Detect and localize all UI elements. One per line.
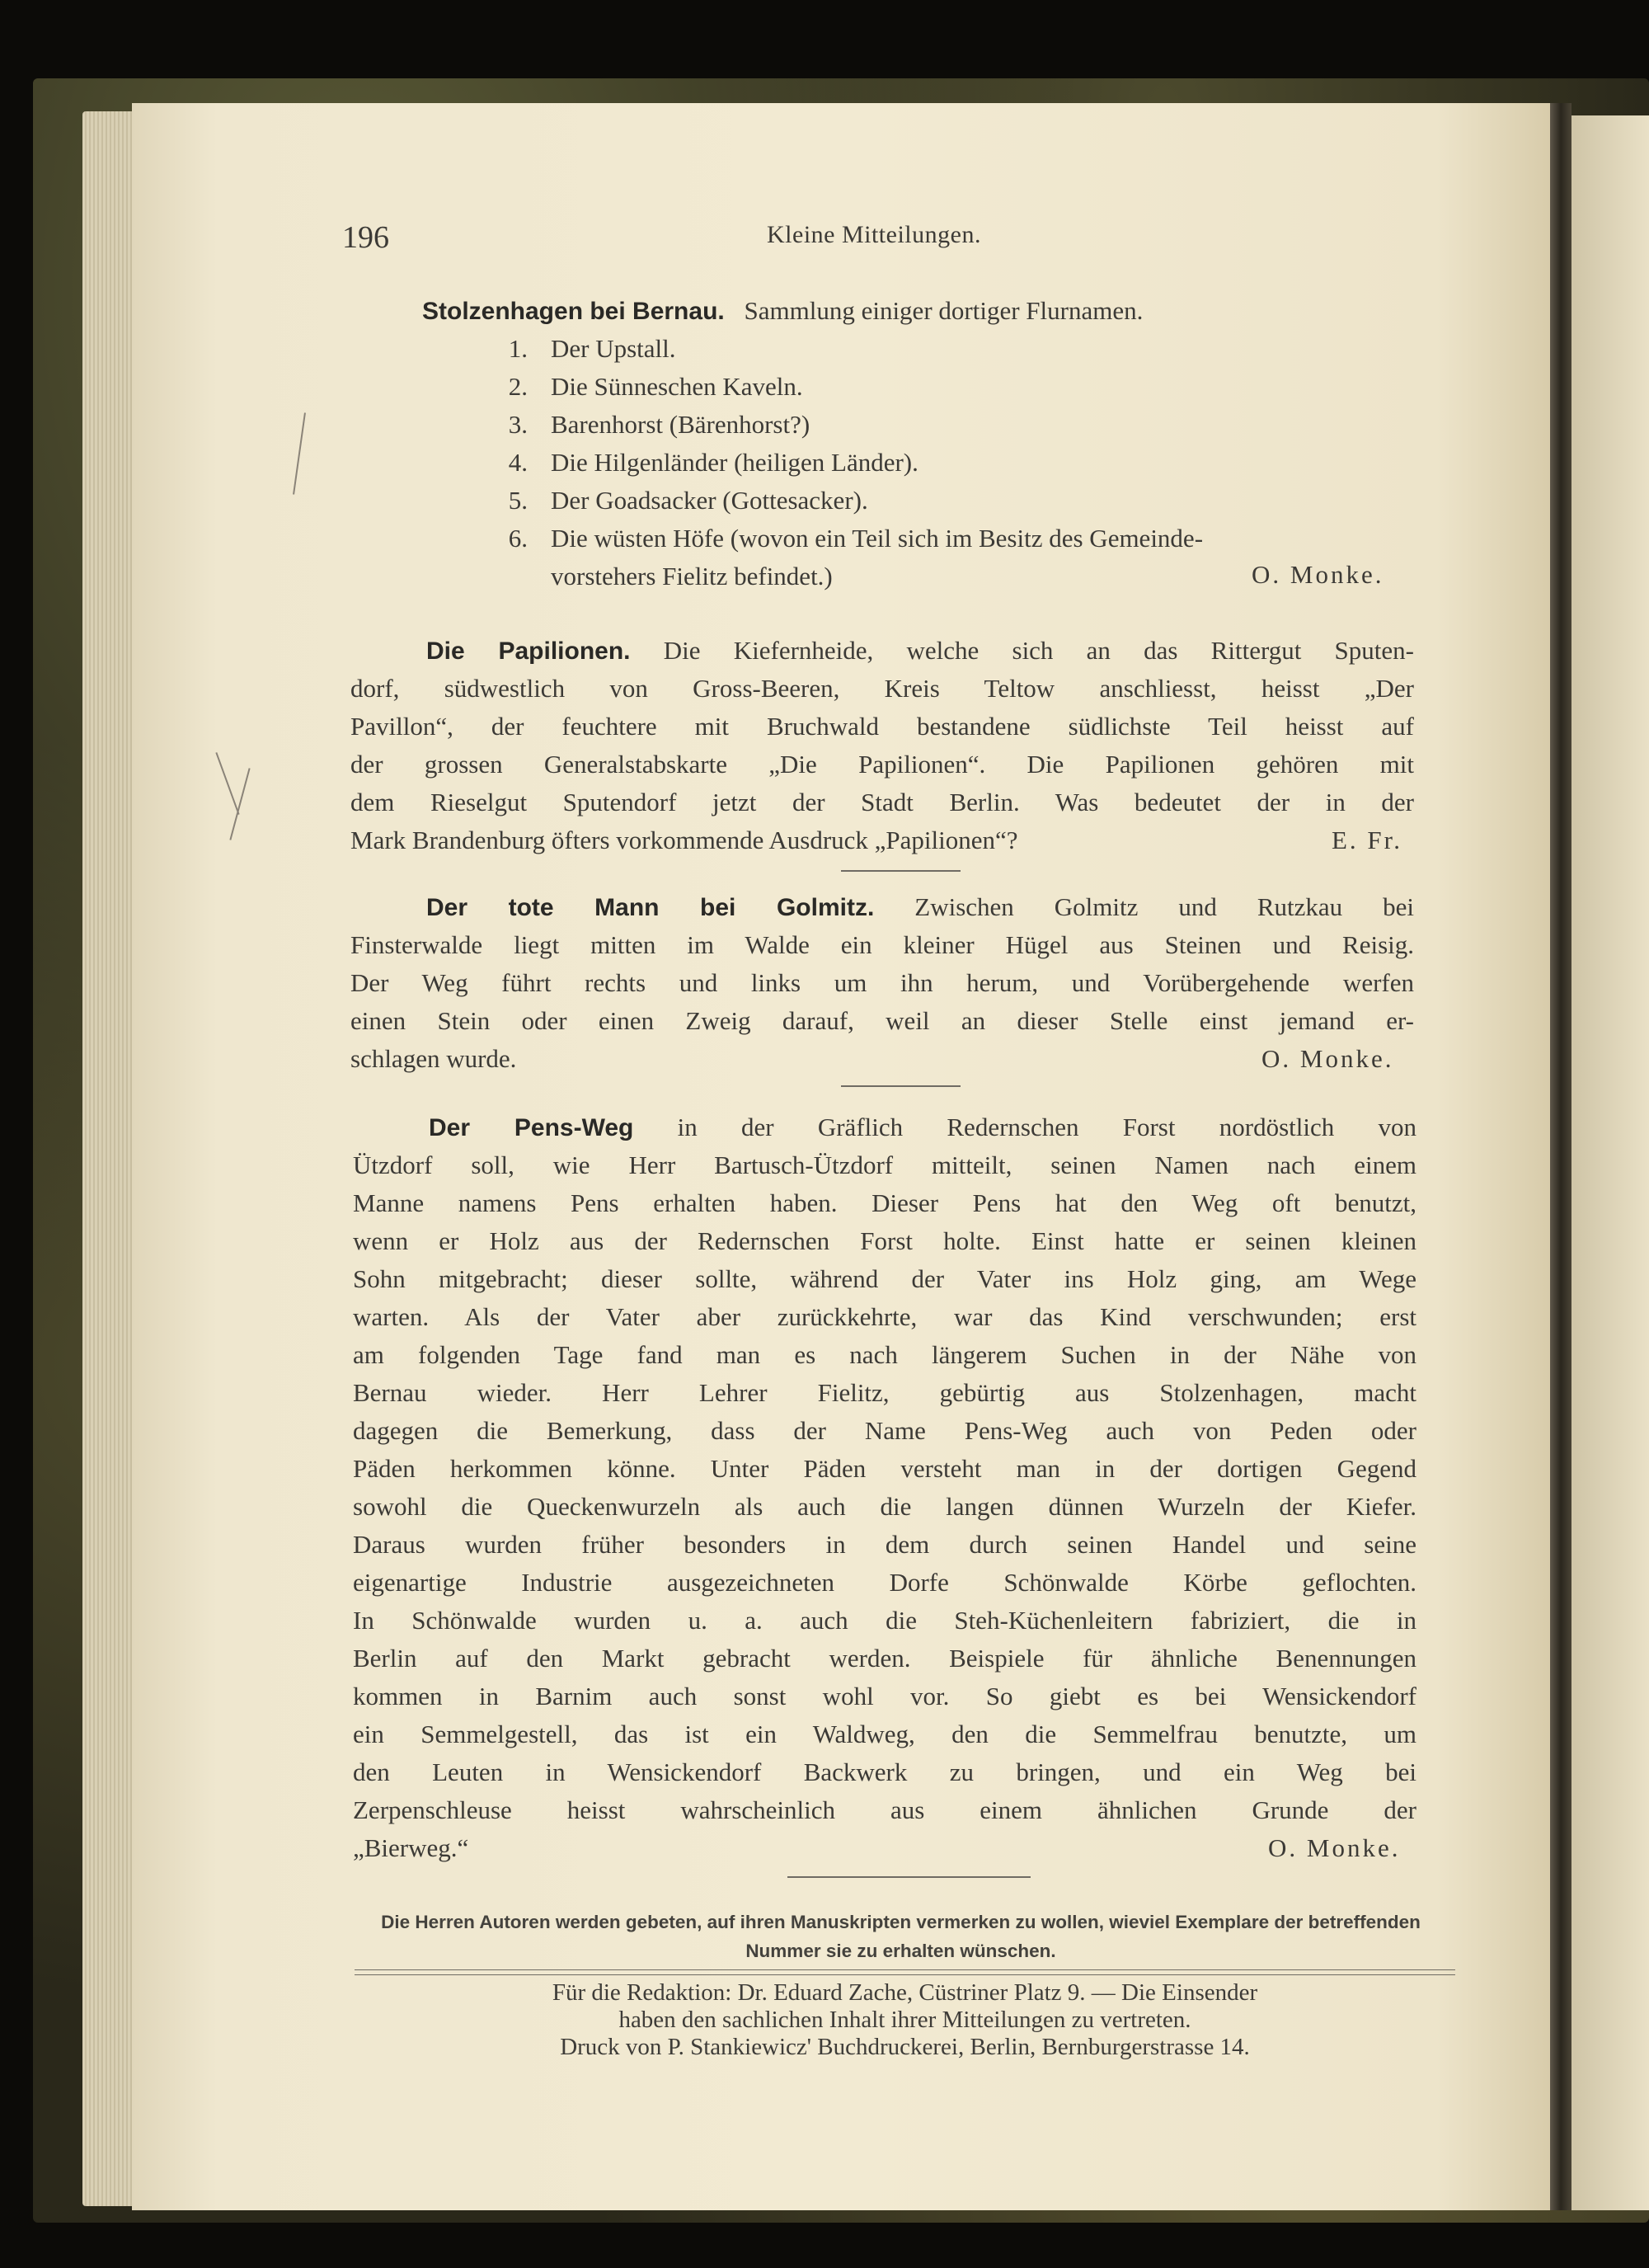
section-heading: Stolzenhagen bei Bernau.: [422, 298, 725, 325]
section-stolzenhagen-title: [422, 292, 1143, 331]
section-heading: Der Pens-Weg: [429, 1114, 634, 1141]
footer-rule-top: [355, 1969, 1455, 1970]
paragraph-line: [350, 632, 1414, 670]
paragraph-line: am folgenden Tage fand man es nach längerem Suchen in der Nähe von: [353, 1340, 1416, 1369]
line-text: schlagen wurde.: [350, 1044, 517, 1073]
list-text: Der Goadsacker (Gottesacker).: [551, 486, 868, 515]
section-divider: [841, 870, 961, 872]
section-papilionen: [350, 632, 1414, 859]
paragraph-line: dagegen die Bemerkung, dass der Name Pens-Weg auch von Peden oder: [353, 1416, 1416, 1445]
paragraph-line: Päden herkommen könne. Unter Päden versteht man in der dortigen Gegend: [353, 1454, 1416, 1483]
list-number: 1.: [508, 334, 528, 363]
line-text: Die Kiefernheide, welche sich an das Rittergut Sputen-: [663, 636, 1414, 665]
list-text: Die wüsten Höfe (wovon ein Teil sich im Besitz des Gemeinde-: [551, 524, 1204, 553]
signature: O. Monke.: [1268, 1833, 1401, 1862]
paragraph-line: der grossen Generalstabskarte „Die Papilionen“. Die Papilionen gehören mit: [350, 750, 1414, 779]
paragraph-line: In Schönwalde wurden u. a. auch die Steh-Küchenleitern fabriziert, die in: [353, 1606, 1416, 1635]
paragraph-line: den Leuten in Wensickendorf Backwerk zu bringen, und ein Weg bei: [353, 1757, 1416, 1786]
section-heading: Der tote Mann bei Golmitz.: [426, 894, 875, 921]
paragraph-line: Bernau wieder. Herr Lehrer Fielitz, gebürtig aus Stolzenhagen, macht: [353, 1378, 1416, 1407]
paragraph-line: Manne namens Pens erhalten haben. Dieser Pens hat den Weg oft benutzt,: [353, 1188, 1416, 1217]
editor-line: haben den sachlichen Inhalt ihrer Mitteilungen zu vertreten.: [618, 2007, 1191, 2033]
signature: O. Monke.: [1261, 1044, 1394, 1073]
paragraph-line: [350, 821, 1414, 859]
paragraph-line: eigenartige Industrie ausgezeichneten Dorfe Schönwalde Körbe geflochten.: [353, 1568, 1416, 1597]
list-item-continuation: vorstehers Fielitz befindet.): [551, 562, 833, 591]
paragraph-line: Berlin auf den Markt gebracht werden. Beispiele für ähnliche Benennungen: [353, 1644, 1416, 1673]
paragraph-line: Ützdorf soll, wie Herr Bartusch-Ützdorf mitteilt, seinen Namen nach einem: [353, 1150, 1416, 1179]
paragraph-line: Zerpenschleuse heisst wahrscheinlich aus einem ähnlichen Grunde der: [353, 1795, 1416, 1824]
section-divider: [787, 1876, 1031, 1878]
paragraph-line: Daraus wurden früher besonders in dem durch seinen Handel und seine: [353, 1530, 1416, 1559]
paragraph-line: [350, 888, 1414, 926]
line-text: Zwischen Golmitz und Rutzkau bei: [914, 892, 1415, 921]
signature: E. Fr.: [1332, 826, 1403, 854]
paragraph-line: warten. Als der Vater aber zurückkehrte, war das Kind verschwunden; erst: [353, 1302, 1416, 1331]
paragraph-line: sowohl die Queckenwurzeln als auch die langen dünnen Wurzeln der Kiefer.: [353, 1492, 1416, 1521]
section-heading: Die Papilionen.: [426, 638, 631, 665]
paragraph-line: dorf, südwestlich von Gross-Beeren, Kreis Teltow anschliesst, heisst „Der: [350, 674, 1414, 703]
section-pens-weg: [353, 1108, 1416, 1867]
facing-page-edge: [1571, 115, 1649, 2210]
paragraph-line: kommen in Barnim auch sonst wohl vor. So giebt es bei Wensickendorf: [353, 1682, 1416, 1710]
paragraph-line: wenn er Holz aus der Redernschen Forst holte. Einst hatte er seinen kleinen: [353, 1226, 1416, 1255]
paragraph-line: Sohn mitgebracht; dieser sollte, während der Vater ins Holz ging, am Wege: [353, 1264, 1416, 1293]
list-text: Die Hilgenländer (heiligen Länder).: [551, 448, 918, 477]
list-number: 5.: [508, 486, 528, 515]
list-number: 2.: [508, 372, 528, 401]
list-text: Der Upstall.: [551, 334, 676, 363]
paragraph-line: Finsterwalde liegt mitten im Walde ein kleiner Hügel aus Steinen und Reisig.: [350, 930, 1414, 959]
paragraph-line: einen Stein oder einen Zweig darauf, weil an dieser Stelle einst jemand er-: [350, 1006, 1414, 1035]
line-text: „Bierweg.“: [353, 1833, 469, 1862]
impressum: [355, 1979, 1455, 2061]
paragraph-line: [353, 1108, 1416, 1146]
paragraph-line: [350, 1040, 1414, 1078]
section-toter-mann: [350, 888, 1414, 1078]
line-text: in der Gräflich Redernschen Forst nordöstlich von: [677, 1113, 1416, 1141]
list-text: Barenhorst (Bärenhorst?): [551, 410, 810, 439]
running-head: Kleine Mitteilungen.: [767, 221, 981, 248]
paragraph-line: Pavillon“, der feuchtere mit Bruchwald bestandene südlichste Teil heisst auf: [350, 712, 1414, 741]
list-text: Die Sünneschen Kaveln.: [551, 372, 803, 401]
paragraph-line: Der Weg führt rechts und links um ihn herum, und Vorübergehende werfen: [350, 968, 1414, 997]
list-number: 4.: [508, 448, 528, 477]
signature: O. Monke.: [1252, 560, 1384, 589]
list-number: 3.: [508, 410, 528, 439]
paragraph-line: [353, 1829, 1416, 1867]
section-divider: [841, 1085, 961, 1087]
printer-line: Druck von P. Stankiewicz' Buchdruckerei, Berlin, Bernburgerstrasse 14.: [560, 2034, 1250, 2060]
paragraph-line: ein Semmelgestell, das ist ein Waldweg, den die Semmelfrau benutzte, um: [353, 1720, 1416, 1748]
author-note: Die Herren Autoren werden gebeten, auf ihren Manuskripten vermerken zu wollen, wieviel Exemplare der betreffenden Nummer sie zu erhalten wünschen.: [381, 1912, 1421, 1961]
footer-rule-bottom: [355, 1974, 1455, 1975]
section-intro: Sammlung einiger dortiger Flurnamen.: [744, 296, 1144, 325]
paragraph-line: dem Rieselgut Sputendorf jetzt der Stadt Berlin. Was bedeutet der in der: [350, 788, 1414, 816]
editor-line: Für die Redaktion: Dr. Eduard Zache, Cüstriner Platz 9. — Die Einsender: [552, 1979, 1258, 2006]
page-number: 196: [342, 220, 389, 255]
line-text: Mark Brandenburg öfters vorkommende Ausdruck „Papilionen“?: [350, 826, 1018, 854]
list-number: 6.: [508, 524, 528, 553]
book-gutter: [1550, 103, 1571, 2210]
